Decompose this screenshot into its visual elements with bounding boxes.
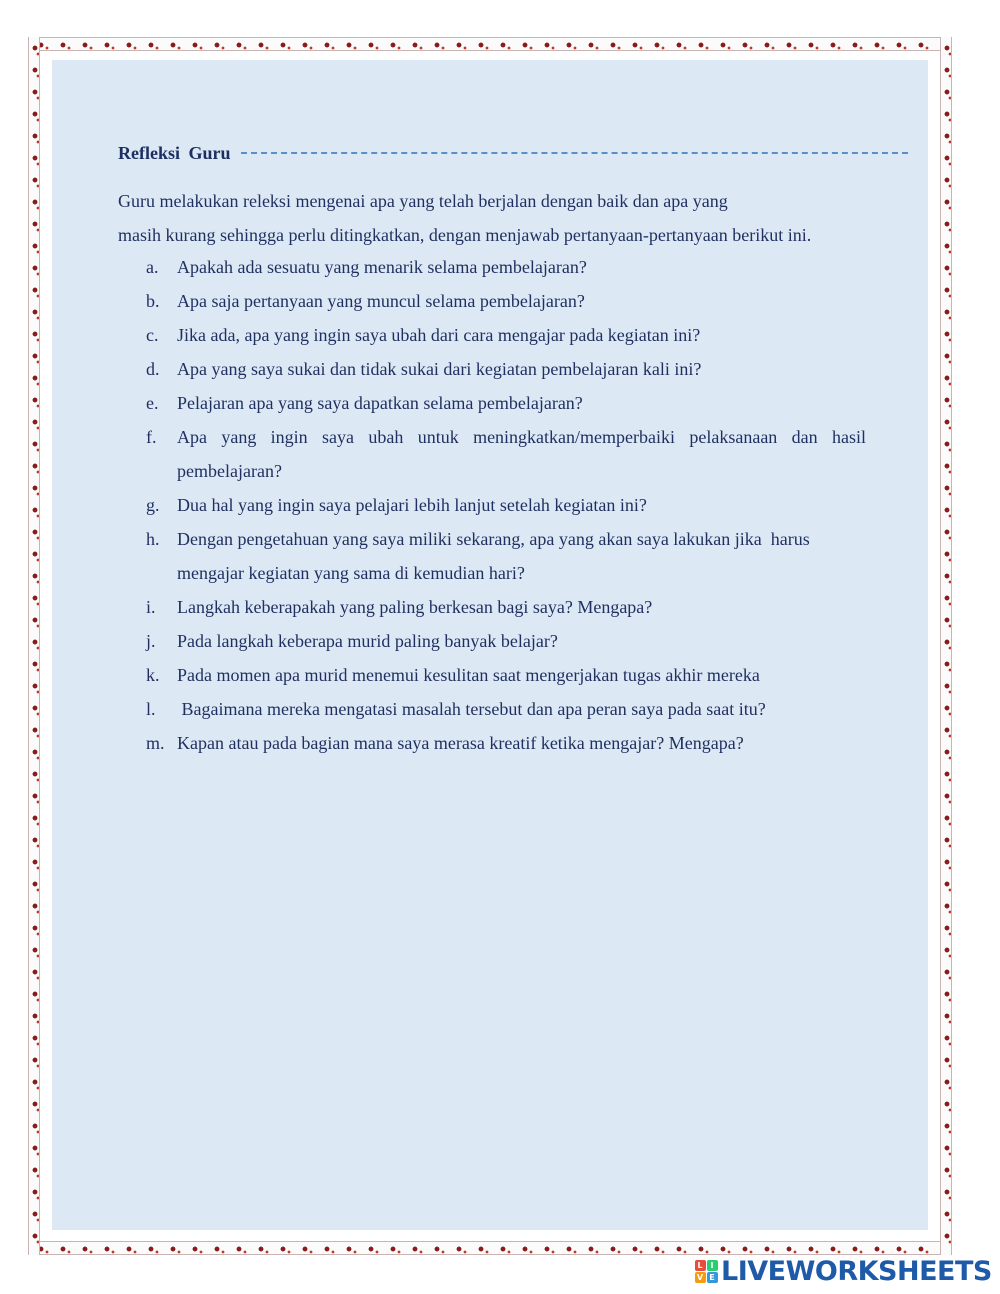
list-marker: e. <box>146 393 159 413</box>
liveworksheets-brand[interactable] <box>694 1256 992 1286</box>
list-item <box>146 488 866 522</box>
question-text: Kapan atau pada bagian mana saya merasa kreatif ketika mengajar? Mengapa? <box>177 733 744 753</box>
decorative-border-bottom <box>30 1241 952 1255</box>
question-text: Dua hal yang ingin saya pelajari lebih lanjut setelah kegiatan ini? <box>177 495 647 515</box>
list-marker: k. <box>146 665 160 685</box>
question-text-line: Apa yang ingin saya ubah untuk meningkatkan/memperbaiki pelaksanaan dan hasil <box>177 427 866 447</box>
logo-letter: I <box>707 1260 718 1271</box>
logo-letter: E <box>707 1272 718 1283</box>
question-text: Langkah keberapakah yang paling berkesan bagi saya? Mengapa? <box>177 597 653 617</box>
reflection-question-list <box>146 250 866 760</box>
list-marker: m. <box>146 733 165 753</box>
question-text-line: Dengan pengetahuan yang saya miliki sekarang, apa yang akan saya lakukan jika harus <box>177 529 810 549</box>
question-text <box>177 522 866 590</box>
question-text: Apa yang saya sukai dan tidak sukai dari kegiatan pembelajaran kali ini? <box>177 359 702 379</box>
liveworksheets-logo-icon <box>694 1259 718 1283</box>
intro-line: Guru melakukan releksi mengenai apa yang telah berjalan dengan baik dan apa yang <box>118 191 728 211</box>
question-text: Pada momen apa murid menemui kesulitan saat mengerjakan tugas akhir mereka <box>177 665 760 685</box>
list-item <box>146 726 866 760</box>
heading-dashed-rule <box>241 152 908 154</box>
question-text-line: mengajar kegiatan yang sama di kemudian hari? <box>177 563 525 583</box>
list-marker: g. <box>146 495 160 515</box>
question-text-line: pembelajaran? <box>177 461 282 481</box>
question-text: Apakah ada sesuatu yang menarik selama pembelajaran? <box>177 257 587 277</box>
question-text: Pelajaran apa yang saya dapatkan selama pembelajaran? <box>177 393 583 413</box>
list-item <box>146 522 866 590</box>
question-text: Jika ada, apa yang ingin saya ubah dari cara mengajar pada kegiatan ini? <box>177 325 701 345</box>
list-marker: a. <box>146 257 159 277</box>
section-heading: Refleksi Guru <box>118 142 231 163</box>
question-text: Apa saja pertanyaan yang muncul selama pembelajaran? <box>177 291 585 311</box>
list-item <box>146 318 866 352</box>
list-marker: c. <box>146 325 159 345</box>
intro-paragraph <box>118 184 898 252</box>
list-marker: b. <box>146 291 160 311</box>
list-item <box>146 692 866 726</box>
question-text <box>177 420 866 488</box>
list-item <box>146 624 866 658</box>
list-marker: j. <box>146 631 156 651</box>
question-text: Bagaimana mereka mengatasi masalah tersebut dan apa peran saya pada saat itu? <box>177 699 766 719</box>
question-text: Pada langkah keberapa murid paling banyak belajar? <box>177 631 558 651</box>
list-marker: d. <box>146 359 160 379</box>
list-marker: i. <box>146 597 156 617</box>
list-item <box>146 284 866 318</box>
list-item <box>146 352 866 386</box>
list-marker: l. <box>146 699 156 719</box>
intro-line: masih kurang sehingga perlu ditingkatkan, dengan menjawab pertanyaan-pertanyaan berikut ini. <box>118 225 812 245</box>
list-marker: f. <box>146 427 157 447</box>
list-item <box>146 386 866 420</box>
list-item <box>146 590 866 624</box>
decorative-border-top <box>30 37 952 51</box>
list-item <box>146 420 866 488</box>
logo-letter: V <box>695 1272 706 1283</box>
heading-row <box>118 140 908 166</box>
decorative-border-right <box>940 37 952 1255</box>
decorative-border-left <box>28 37 40 1255</box>
list-item <box>146 250 866 284</box>
list-marker: h. <box>146 529 160 549</box>
logo-letter: L <box>695 1260 706 1271</box>
brand-name: LIVEWORKSHEETS <box>721 1255 992 1287</box>
list-item <box>146 658 866 692</box>
